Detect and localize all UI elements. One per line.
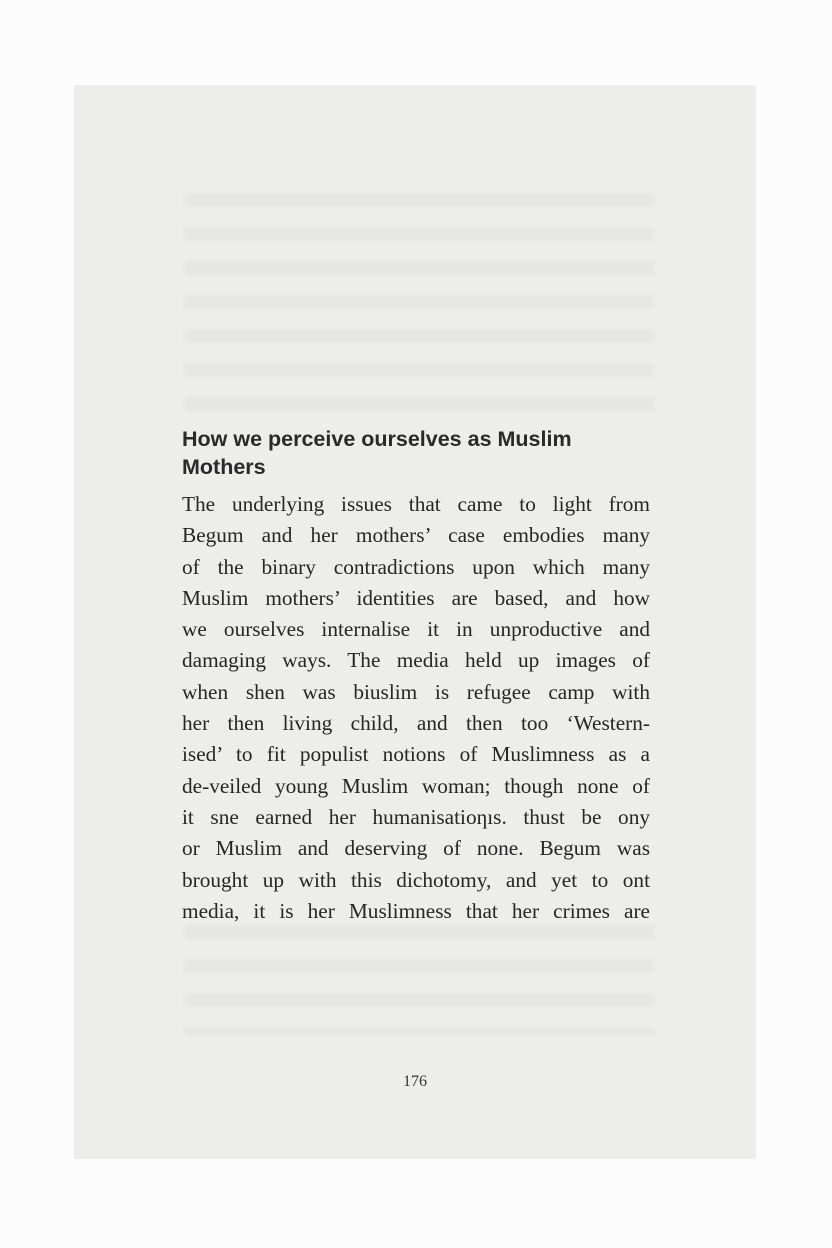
section-heading-line-1: How we perceive ourselves as Muslim xyxy=(182,427,572,451)
bleed-through-text-bottom xyxy=(184,925,654,1035)
body-text xyxy=(182,489,650,927)
body-line: brought up with this dichotomy, and yet to ont xyxy=(182,867,650,892)
book-page xyxy=(74,85,756,1159)
body-line: of the binary contradictions upon which many xyxy=(182,554,650,579)
body-line: damaging ways. The media held up images of xyxy=(182,648,650,673)
body-line: we ourselves internalise it in unproductive and xyxy=(182,617,650,642)
section-heading-line-2: Mothers xyxy=(182,455,266,479)
body-line: or Muslim and deserving of none. Begum was xyxy=(182,836,650,861)
body-line: de-veiled young Muslim woman; though none of xyxy=(182,773,650,798)
body-line: media, it is her Muslimness that her crimes are xyxy=(182,898,650,923)
body-line: Muslim mothers’ identities are based, and how xyxy=(182,585,650,610)
body-line: ised’ to fit populist notions of Muslimness as a xyxy=(182,742,650,767)
body-line: when shen was biuslim is refugee camp with xyxy=(182,679,650,704)
body-line: her then living child, and then too ‘Western- xyxy=(182,711,650,736)
bleed-through-text-top xyxy=(184,193,654,423)
page-number: 176 xyxy=(403,1073,427,1090)
body-line: The underlying issues that came to light from xyxy=(182,492,650,516)
body-line: Begum and her mothers’ case embodies many xyxy=(182,523,650,548)
section-heading xyxy=(182,425,652,481)
body-line: it sne earned her humanisatioƞıs. thust be ony xyxy=(182,804,650,829)
